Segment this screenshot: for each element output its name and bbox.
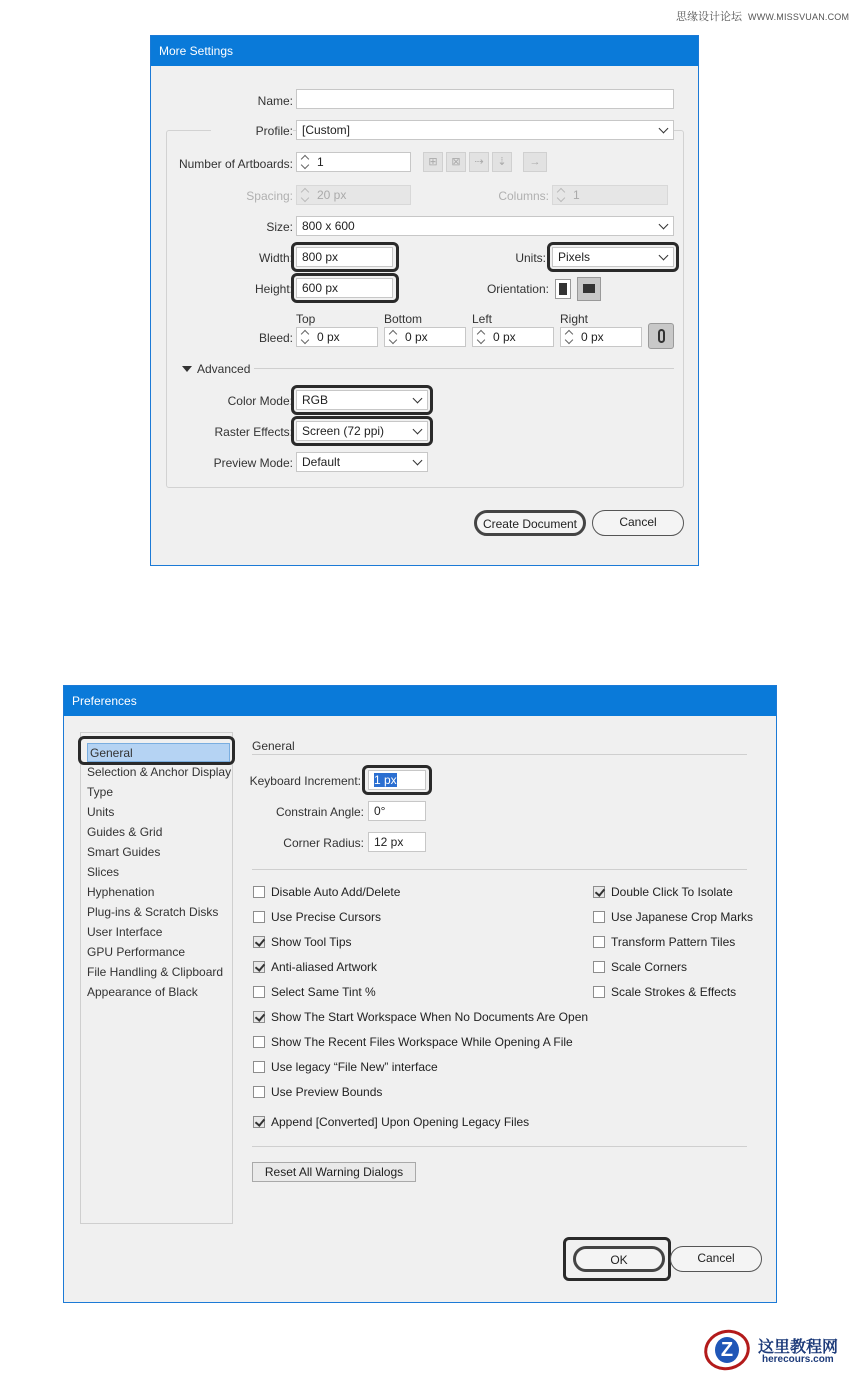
watermark-en: WWW.MISSVUAN.COM: [748, 12, 850, 22]
raster-effects-value: Screen (72 ppi): [302, 424, 385, 438]
checkbox[interactable]: [253, 1061, 265, 1073]
preferences-dialog: [63, 685, 777, 1303]
columns-label: Columns:: [498, 189, 549, 203]
bleed-bottom-input[interactable]: [384, 327, 466, 347]
disclosure-triangle-icon[interactable]: [182, 366, 192, 372]
preview-mode-label: Preview Mode:: [213, 456, 293, 470]
layout-direction-icon[interactable]: →: [523, 152, 547, 172]
checkbox-checked[interactable]: [253, 936, 265, 948]
preview-mode-select[interactable]: [296, 452, 428, 472]
category-list: [80, 732, 233, 1224]
spacing-label: Spacing:: [246, 189, 293, 203]
option-label: Use Preview Bounds: [271, 1085, 383, 1099]
bleed-right-label: Right: [560, 312, 589, 326]
option-label: Transform Pattern Tiles: [611, 935, 736, 949]
chevron-down-icon: [659, 124, 669, 134]
size-select[interactable]: [296, 216, 674, 236]
columns-input: [552, 185, 668, 205]
option-label: Use Japanese Crop Marks: [611, 910, 754, 924]
color-mode-select[interactable]: [296, 390, 428, 410]
stepper-icon[interactable]: [299, 153, 313, 171]
category-user-interface[interactable]: User Interface: [87, 925, 163, 939]
logo-en: herecours.com: [762, 1354, 834, 1365]
landscape-icon[interactable]: [577, 277, 601, 301]
category-general[interactable]: General: [87, 743, 230, 762]
option-label: Scale Strokes & Effects: [611, 985, 737, 999]
advanced-divider: [254, 368, 674, 369]
option-label: Append [Converted] Upon Opening Legacy Files: [271, 1115, 530, 1129]
category-selection-anchor[interactable]: Selection & Anchor Display: [87, 765, 232, 779]
orientation-label: Orientation:: [486, 282, 549, 296]
width-input[interactable]: 800 px: [296, 247, 393, 267]
name-label: Name:: [257, 94, 293, 108]
logo-mark-icon: Z: [700, 1325, 755, 1375]
checkbox[interactable]: [253, 911, 265, 923]
stepper-icon[interactable]: [475, 328, 489, 346]
name-input[interactable]: [296, 89, 674, 109]
color-mode-label: Color Mode:: [227, 394, 293, 408]
checkbox[interactable]: [593, 936, 605, 948]
stepper-icon[interactable]: [563, 328, 577, 346]
arrange-row-icon[interactable]: ⇢: [469, 152, 489, 172]
keyboard-increment-input[interactable]: [368, 770, 426, 790]
artboards-label: Number of Artboards:: [178, 157, 293, 171]
reset-warning-dialogs-button[interactable]: Reset All Warning Dialogs: [252, 1162, 416, 1182]
raster-effects-label: Raster Effects:: [214, 425, 293, 439]
size-label: Size:: [266, 220, 293, 234]
corner-radius-label: Corner Radius:: [283, 836, 364, 850]
reset-divider: [252, 1146, 747, 1147]
cancel-button[interactable]: Cancel: [670, 1246, 762, 1272]
category-gpu-performance[interactable]: GPU Performance: [87, 945, 186, 959]
category-type[interactable]: Type: [87, 785, 114, 799]
option-label: Anti-aliased Artwork: [271, 960, 378, 974]
checkbox-checked[interactable]: [253, 1011, 265, 1023]
profile-label: Profile:: [211, 124, 293, 138]
chevron-down-icon: [659, 251, 669, 261]
stepper-icon: [555, 186, 569, 204]
preview-mode-value: Default: [302, 455, 341, 469]
arrange-column-icon[interactable]: ⇣: [492, 152, 512, 172]
units-label: Units:: [515, 251, 546, 265]
bleed-left-label: Left: [472, 312, 493, 326]
color-mode-value: RGB: [302, 393, 329, 407]
dialog-title: Preferences: [64, 686, 776, 716]
category-slices[interactable]: Slices: [87, 865, 120, 879]
dialog-title: More Settings: [151, 36, 698, 66]
create-document-button[interactable]: Create Document: [474, 510, 586, 536]
section-divider: [252, 754, 747, 755]
bleed-bottom-label: Bottom: [384, 312, 423, 326]
chevron-down-icon: [659, 220, 669, 230]
bleed-top-value: 0 px: [317, 330, 340, 344]
option-label: Show Tool Tips: [271, 935, 352, 949]
profile-value: [Custom]: [302, 123, 351, 137]
portrait-icon[interactable]: [555, 279, 571, 299]
more-settings-dialog: [150, 35, 699, 566]
stepper-icon[interactable]: [387, 328, 401, 346]
option-label: Select Same Tint %: [271, 985, 376, 999]
checkbox[interactable]: [253, 1086, 265, 1098]
bleed-bottom-value: 0 px: [405, 330, 428, 344]
artboards-input[interactable]: [296, 152, 411, 172]
category-guides-grid[interactable]: Guides & Grid: [87, 825, 163, 839]
category-plugins-scratch[interactable]: Plug-ins & Scratch Disks: [87, 905, 219, 919]
units-value: Pixels: [558, 250, 591, 264]
bleed-top-label: Top: [296, 312, 316, 326]
bleed-right-input[interactable]: [560, 327, 642, 347]
option-label: Disable Auto Add/Delete: [271, 885, 401, 899]
checkbox[interactable]: [253, 1036, 265, 1048]
bleed-left-input[interactable]: [472, 327, 554, 347]
option-label: Use Precise Cursors: [271, 910, 382, 924]
section-title: General: [252, 739, 295, 753]
width-label: Width:: [258, 251, 293, 265]
grid-by-column-icon[interactable]: ⊠: [446, 152, 466, 172]
watermark-text: [676, 8, 849, 24]
chevron-down-icon: [413, 425, 423, 435]
cancel-button[interactable]: Cancel: [592, 510, 684, 536]
option-label: Show The Recent Files Workspace While Opening A File: [271, 1035, 573, 1049]
option-label: Use legacy “File New” interface: [271, 1060, 438, 1074]
advanced-label[interactable]: Advanced: [197, 362, 251, 376]
checkbox[interactable]: [593, 986, 605, 998]
stepper-icon[interactable]: [299, 328, 313, 346]
size-value: 800 x 600: [302, 219, 355, 233]
spacing-input: [296, 185, 411, 205]
checkbox[interactable]: [593, 961, 605, 973]
watermark-cn: 思缘设计论坛: [676, 11, 742, 23]
logo-cn: 这里教程网: [758, 1339, 839, 1356]
ok-button[interactable]: OK: [573, 1246, 665, 1272]
category-smart-guides[interactable]: Smart Guides: [87, 845, 161, 859]
artboards-value: 1: [317, 155, 324, 169]
height-input[interactable]: 600 px: [296, 278, 393, 298]
bleed-label: Bleed:: [258, 331, 293, 345]
checkbox-checked[interactable]: [593, 886, 605, 898]
units-select[interactable]: [552, 247, 674, 267]
bleed-top-input[interactable]: [296, 327, 378, 347]
bleed-right-value: 0 px: [581, 330, 604, 344]
option-label: Show The Start Workspace When No Documents Are Open: [271, 1010, 589, 1024]
raster-effects-select[interactable]: [296, 421, 428, 441]
category-appearance-black[interactable]: Appearance of Black: [87, 985, 198, 999]
category-file-handling[interactable]: File Handling & Clipboard: [87, 965, 224, 979]
keyboard-increment-label: Keyboard Increment:: [249, 774, 361, 788]
category-hyphenation[interactable]: Hyphenation: [87, 885, 155, 899]
checkbox-checked[interactable]: [253, 961, 265, 973]
corner-radius-input[interactable]: 12 px: [368, 832, 426, 852]
option-label: Double Click To Isolate: [611, 885, 733, 899]
checkbox-checked[interactable]: [253, 1116, 265, 1128]
grid-by-row-icon[interactable]: ⊞: [423, 152, 443, 172]
keyboard-increment-value: 1 px: [374, 773, 397, 787]
chevron-down-icon: [413, 456, 423, 466]
chevron-down-icon: [413, 394, 423, 404]
constrain-angle-input[interactable]: 0°: [368, 801, 426, 821]
options-divider: [252, 869, 747, 870]
constrain-angle-label: Constrain Angle:: [275, 805, 364, 819]
category-units[interactable]: Units: [87, 805, 115, 819]
option-label: Scale Corners: [611, 960, 688, 974]
checkbox[interactable]: [593, 911, 605, 923]
checkbox[interactable]: [253, 986, 265, 998]
link-icon[interactable]: [648, 323, 674, 349]
profile-select[interactable]: [296, 120, 674, 140]
site-logo: [702, 1330, 850, 1374]
stepper-icon: [299, 186, 313, 204]
height-label: Height:: [254, 282, 293, 296]
bleed-left-value: 0 px: [493, 330, 516, 344]
columns-value: 1: [573, 188, 580, 202]
checkbox[interactable]: [253, 886, 265, 898]
spacing-value: 20 px: [317, 188, 347, 202]
